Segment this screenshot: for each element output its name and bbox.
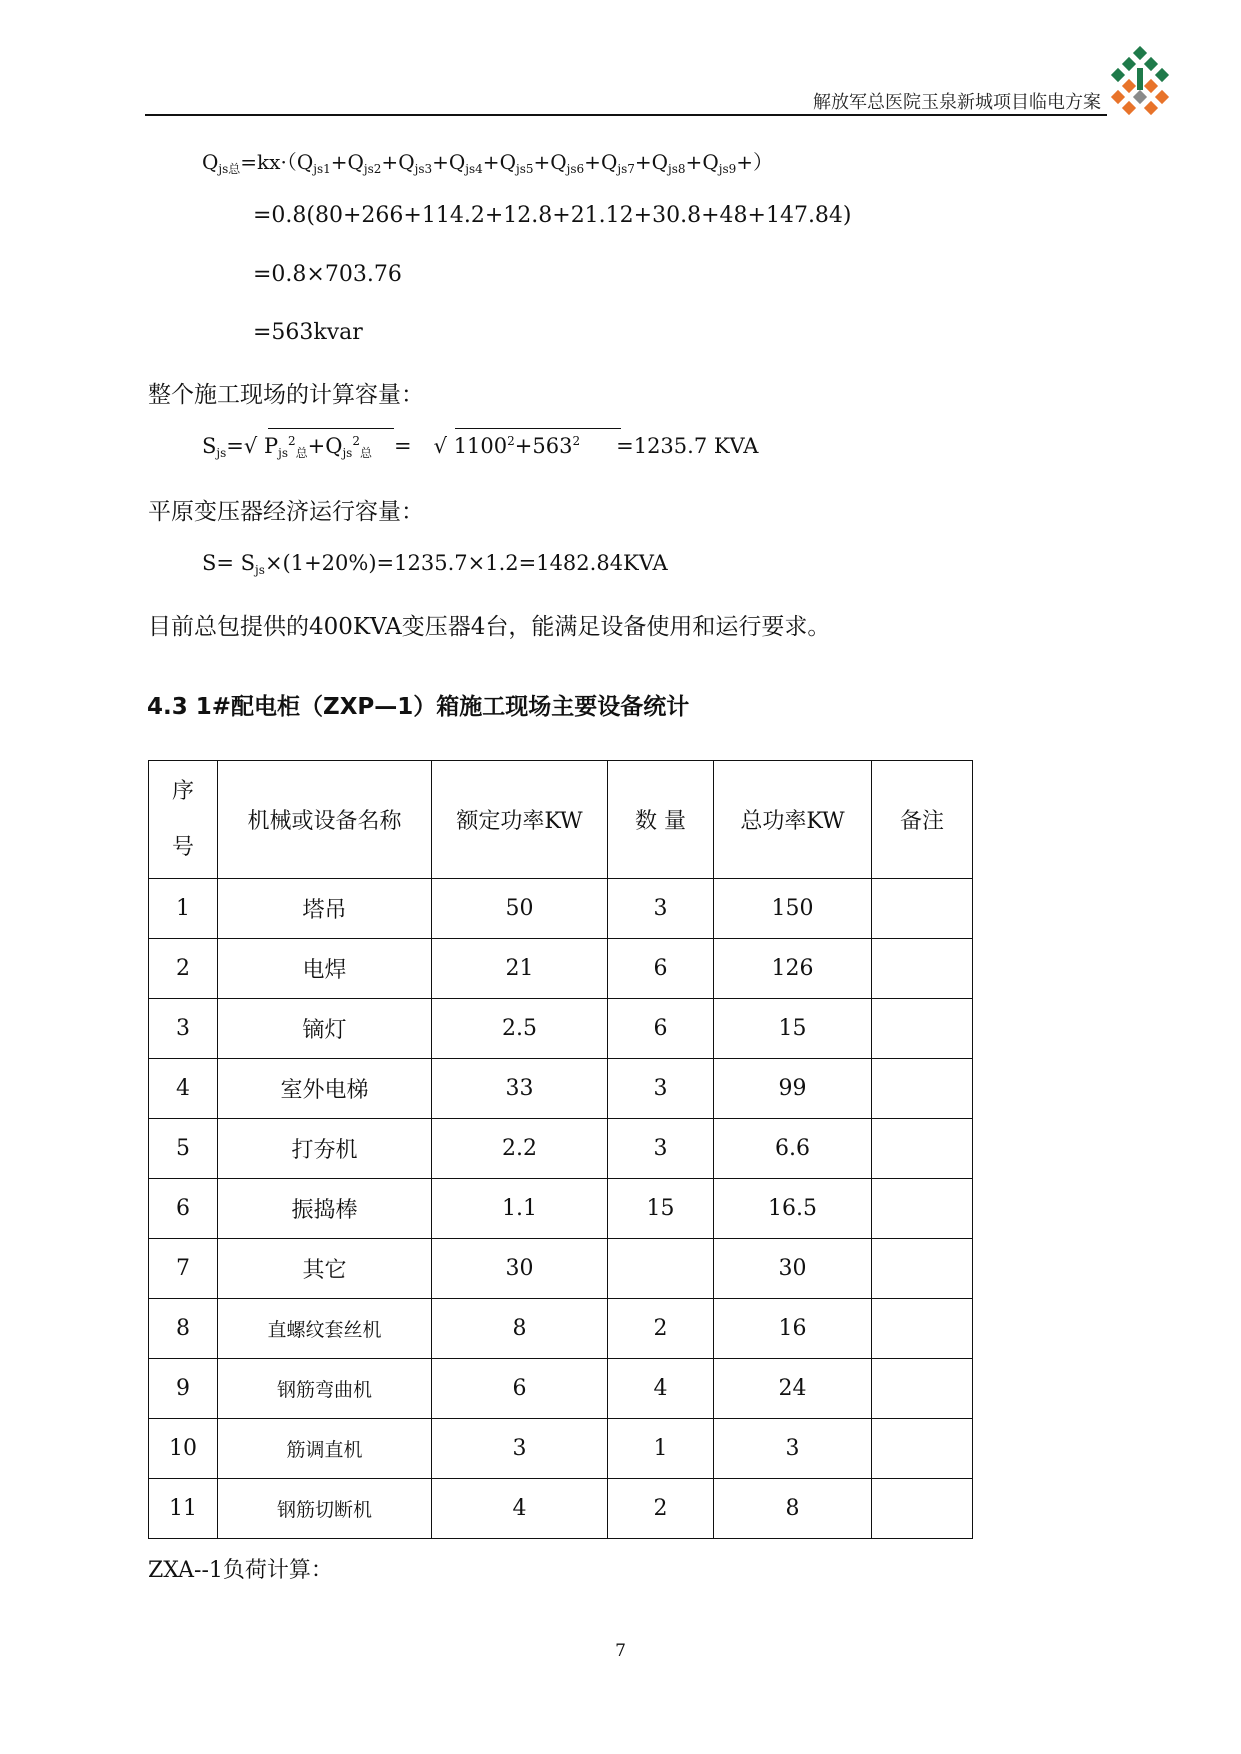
cell-rated: 1.1 bbox=[432, 1179, 608, 1239]
cell-qty: 1 bbox=[608, 1419, 714, 1479]
table-row bbox=[149, 999, 973, 1059]
cell-no: 2 bbox=[149, 939, 218, 999]
q-term: Q bbox=[651, 150, 669, 174]
formula-step1: =0.8(80+266+114.2+12.8+21.12+30.8+48+147.84) bbox=[253, 203, 852, 228]
table-row bbox=[149, 1059, 973, 1119]
cell-no: 7 bbox=[149, 1239, 218, 1299]
q-term-sub: js9 bbox=[718, 162, 737, 176]
header-total: 总功率KW bbox=[714, 761, 872, 879]
cell-name: 塔吊 bbox=[218, 879, 432, 939]
table-row bbox=[149, 1419, 973, 1479]
cell-total: 99 bbox=[714, 1059, 872, 1119]
header-seq: 序 号 bbox=[149, 761, 218, 879]
table-row bbox=[149, 939, 973, 999]
cell-qty: 2 bbox=[608, 1299, 714, 1359]
cell-no: 6 bbox=[149, 1179, 218, 1239]
cell-total: 150 bbox=[714, 879, 872, 939]
cell-qty: 3 bbox=[608, 879, 714, 939]
footer-text: ZXA--1负荷计算： bbox=[148, 1558, 333, 1583]
formula-step3: =563kvar bbox=[253, 320, 363, 345]
q-term-sub: js2 bbox=[363, 162, 382, 176]
section-title: 4.3 1#配电柜（ZXP—1）箱施工现场主要设备统计 bbox=[147, 694, 690, 720]
cell-no: 5 bbox=[149, 1119, 218, 1179]
header-qty: 数 量 bbox=[608, 761, 714, 879]
cell-total: 16 bbox=[714, 1299, 872, 1359]
cell-name: 钢筋弯曲机 bbox=[218, 1359, 432, 1419]
formula-q-total: $Q_{js总}=kx\cdot(Q_{js1}+Q_{js2}+Q_{js3}+Q_{js4}+Q_{js5}+Q_{js6}+Q_{js7}+Q_{js8}+Q_{js9}+)$ bbox=[202, 150, 773, 176]
cell-rated: 8 bbox=[432, 1299, 608, 1359]
cell-note bbox=[872, 1119, 973, 1179]
cell-qty: 6 bbox=[608, 999, 714, 1059]
equipment-table bbox=[148, 760, 973, 1539]
cell-note bbox=[872, 1239, 973, 1299]
cell-rated: 6 bbox=[432, 1359, 608, 1419]
q-term: Q bbox=[550, 150, 567, 174]
cell-qty bbox=[608, 1239, 714, 1299]
cell-total: 16.5 bbox=[714, 1179, 872, 1239]
cell-note bbox=[872, 879, 973, 939]
cell-name: 筋调直机 bbox=[218, 1419, 432, 1479]
cell-total: 126 bbox=[714, 939, 872, 999]
table-header-row bbox=[149, 761, 973, 879]
q-term: Q bbox=[296, 150, 314, 174]
q-term-sub: js3 bbox=[414, 162, 433, 176]
cell-no: 1 bbox=[149, 879, 218, 939]
cell-note bbox=[872, 999, 973, 1059]
cell-rated: 21 bbox=[432, 939, 608, 999]
page-number: 7 bbox=[615, 1641, 626, 1661]
header-note: 备注 bbox=[872, 761, 973, 879]
cell-no: 10 bbox=[149, 1419, 218, 1479]
cell-no: 8 bbox=[149, 1299, 218, 1359]
cell-name: 电焊 bbox=[218, 939, 432, 999]
header-name: 机械或设备名称 bbox=[218, 761, 432, 879]
conclusion: 目前总包提供的400KVA变压器4台，能满足设备使用和运行要求。 bbox=[148, 614, 831, 640]
transformer-intro: 平原变压器经济运行容量： bbox=[148, 499, 424, 525]
company-logo-icon bbox=[1104, 46, 1176, 118]
cell-no: 4 bbox=[149, 1059, 218, 1119]
cell-note bbox=[872, 1359, 973, 1419]
logo-diamond-icon bbox=[1111, 46, 1169, 115]
cell-total: 3 bbox=[714, 1419, 872, 1479]
table-row bbox=[149, 1479, 973, 1539]
q-term-sub: js5 bbox=[515, 162, 534, 176]
table-row bbox=[149, 1359, 973, 1419]
cell-rated: 50 bbox=[432, 879, 608, 939]
cell-total: 6.6 bbox=[714, 1119, 872, 1179]
cell-note bbox=[872, 1299, 973, 1359]
cell-note bbox=[872, 1179, 973, 1239]
cell-name: 打夯机 bbox=[218, 1119, 432, 1179]
table-row bbox=[149, 879, 973, 939]
q-term: Q bbox=[398, 150, 415, 174]
cell-qty: 2 bbox=[608, 1479, 714, 1539]
cell-rated: 2.5 bbox=[432, 999, 608, 1059]
cell-name: 镝灯 bbox=[218, 999, 432, 1059]
cell-name: 直螺纹套丝机 bbox=[218, 1299, 432, 1359]
q-term-sub: js4 bbox=[465, 162, 483, 176]
cell-rated: 30 bbox=[432, 1239, 608, 1299]
cell-note bbox=[872, 1419, 973, 1479]
q-terms: $Q_{js1}+Q_{js2}+Q_{js3}+Q_{js4}+Q_{js5}+Q_{js6}+Q_{js7}+Q_{js8}+Q_{js9}$ bbox=[296, 150, 737, 176]
cell-qty: 6 bbox=[608, 939, 714, 999]
cell-qty: 15 bbox=[608, 1179, 714, 1239]
q-term-sub: js8 bbox=[668, 162, 686, 176]
cell-rated: 33 bbox=[432, 1059, 608, 1119]
cell-no: 9 bbox=[149, 1359, 218, 1419]
q-term: Q bbox=[347, 150, 364, 174]
header-rated: 额定功率KW bbox=[432, 761, 608, 879]
q-term: Q bbox=[448, 150, 466, 174]
header-title: 解放军总医院玉泉新城项目临电方案 bbox=[813, 92, 1101, 113]
cell-qty: 4 bbox=[608, 1359, 714, 1419]
cell-rated: 3 bbox=[432, 1419, 608, 1479]
cell-name: 室外电梯 bbox=[218, 1059, 432, 1119]
cell-rated: 4 bbox=[432, 1479, 608, 1539]
formula-sjs: $S_{js}=√$ $P_{js}^2_总+Q_{js}^2_总$ = √ $1100^2+563^2 =1235.7$ KVA bbox=[202, 434, 759, 460]
q-term: Q bbox=[499, 150, 516, 174]
q-term-sub: js6 bbox=[566, 162, 585, 176]
table-row bbox=[149, 1239, 973, 1299]
cell-note bbox=[872, 1059, 973, 1119]
sqrt-overbar-1 bbox=[268, 428, 394, 429]
q-term: Q bbox=[600, 150, 618, 174]
header-rule bbox=[145, 114, 1107, 116]
sqrt-overbar-2 bbox=[455, 428, 621, 429]
cell-total: 15 bbox=[714, 999, 872, 1059]
capacity-intro: 整个施工现场的计算容量： bbox=[148, 382, 424, 408]
cell-total: 8 bbox=[714, 1479, 872, 1539]
cell-note bbox=[872, 1479, 973, 1539]
cell-total: 24 bbox=[714, 1359, 872, 1419]
cell-qty: 3 bbox=[608, 1119, 714, 1179]
table-row bbox=[149, 1119, 973, 1179]
cell-name: 其它 bbox=[218, 1239, 432, 1299]
cell-name: 振捣棒 bbox=[218, 1179, 432, 1239]
q-term-sub: js7 bbox=[617, 162, 635, 176]
cell-no: 11 bbox=[149, 1479, 218, 1539]
cell-rated: 2.2 bbox=[432, 1119, 608, 1179]
cell-no: 3 bbox=[149, 999, 218, 1059]
cell-name: 钢筋切断机 bbox=[218, 1479, 432, 1539]
q-term-sub: js1 bbox=[313, 162, 331, 176]
q-term: Q bbox=[702, 150, 719, 174]
formula-step2: =0.8×703.76 bbox=[253, 262, 402, 287]
cell-qty: 3 bbox=[608, 1059, 714, 1119]
table-row bbox=[149, 1179, 973, 1239]
formula-s: $S= S_{js}\times(1+20\%)=1235.7\times 1.2=1482.84KVA$ bbox=[202, 551, 668, 577]
cell-note bbox=[872, 939, 973, 999]
table-row bbox=[149, 1299, 973, 1359]
cell-total: 30 bbox=[714, 1239, 872, 1299]
